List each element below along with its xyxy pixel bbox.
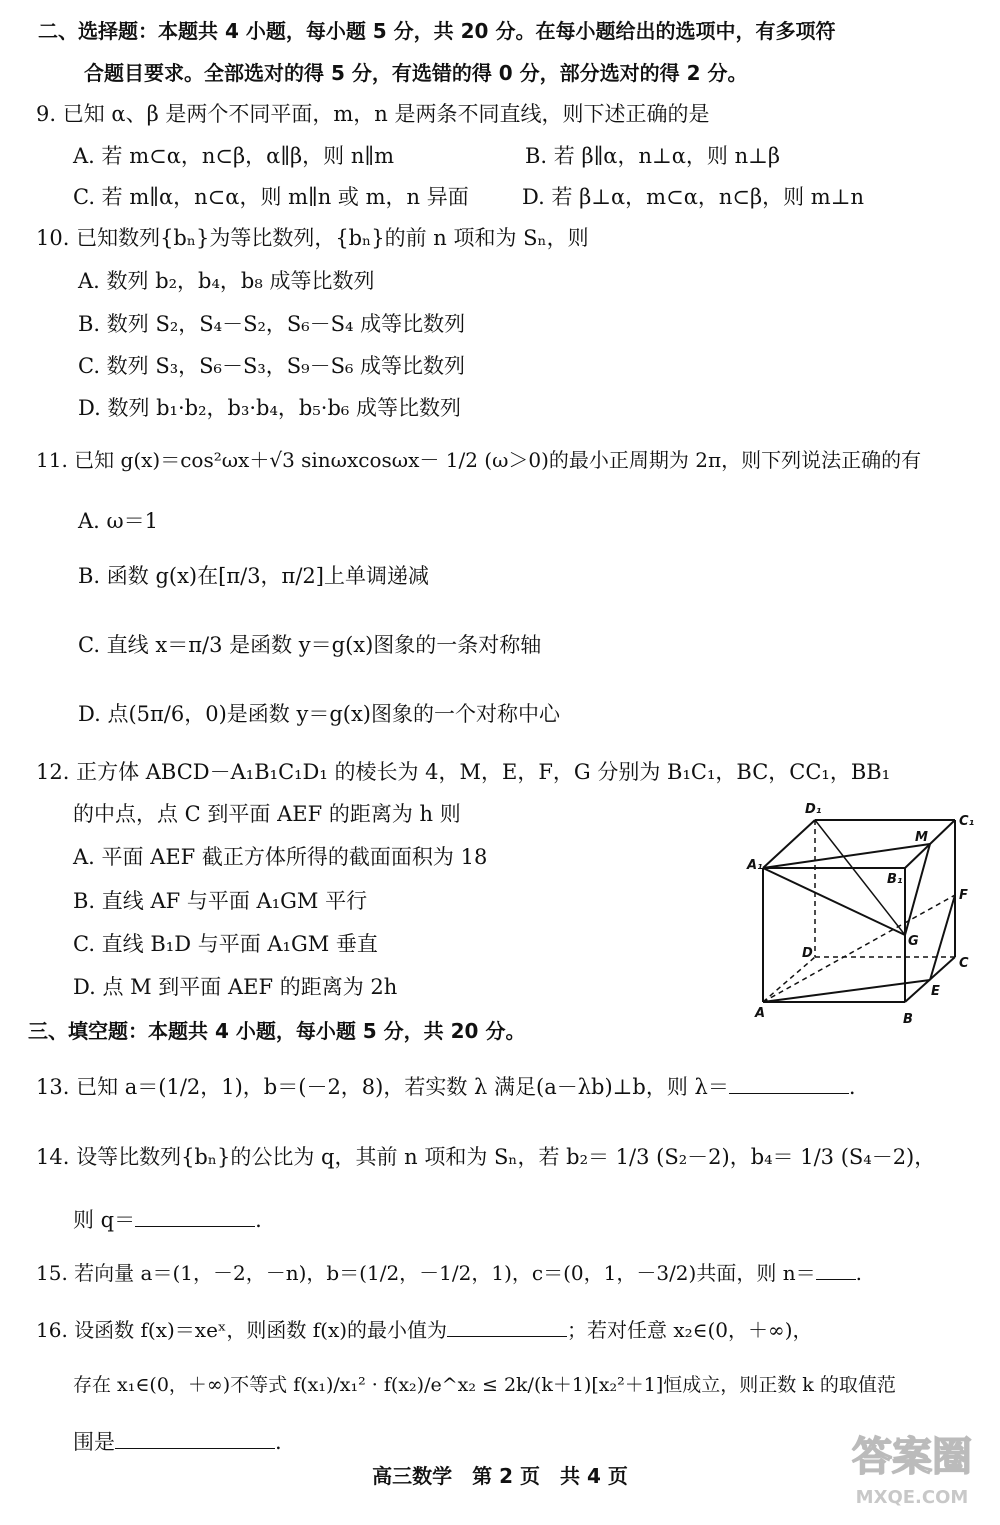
q9-stem: 9. 已知 α、β 是两个不同平面，m，n 是两条不同直线，则下述正确的是 <box>36 102 710 126</box>
q15-text: 15. 若向量 a＝(1，－2，－n)，b＝(1/2，－1/2，1)，c＝(0，1，－3/2)共面，则 n＝ <box>36 1261 816 1285</box>
label-d: D <box>802 946 813 961</box>
q13-end: . <box>848 1075 856 1099</box>
q10-stem: 10. 已知数列{bₙ}为等比数列，{bₙ}的前 n 项和为 Sₙ，则 <box>36 226 589 250</box>
q11-option-c: C. 直线 x＝π/3 是函数 y＝g(x)图象的一条对称轴 <box>78 633 542 657</box>
q16-min-value-blank[interactable] <box>447 1314 567 1337</box>
q15-line <box>36 1257 862 1288</box>
q16-line-1 <box>36 1314 813 1345</box>
q10-option-d: D. 数列 b₁·b₂，b₃·b₄，b₅·b₆ 成等比数列 <box>78 396 461 420</box>
segment-gm <box>905 844 930 935</box>
q11-option-d: D. 点(5π/6，0)是函数 y＝g(x)图象的一个对称中心 <box>78 702 560 726</box>
label-g: G <box>908 934 919 949</box>
q9-option-b: B. 若 β∥α，n⊥α，则 n⊥β <box>525 144 781 168</box>
label-a: A <box>755 1006 766 1021</box>
q15-end: . <box>855 1261 862 1285</box>
q14-q-label: 则 q＝ <box>73 1208 136 1232</box>
q10-option-c: C. 数列 S₃，S₆－S₃，S₉－S₆ 成等比数列 <box>78 354 466 378</box>
q16-text-1b: ；若对任意 x₂∈(0，＋∞)， <box>567 1318 813 1342</box>
label-b1: B₁ <box>887 872 903 887</box>
q16-range-label: 围是 <box>73 1430 115 1454</box>
q15-answer-blank[interactable] <box>816 1257 856 1280</box>
q14-text: 14. 设等比数列{bₙ}的公比为 q，其前 n 项和为 Sₙ，若 b₂＝ 1/3 (S₂－2)，b₄＝ 1/3 (S₄－2)， <box>36 1145 936 1169</box>
q16-line-3 <box>73 1426 282 1457</box>
section-2-line-1: 二、选择题：本题共 4 小题，每小题 5 分，共 20 分。在每小题给出的选项中，有多项符 <box>38 19 836 43</box>
q16-range-blank[interactable] <box>115 1426 275 1449</box>
q11-option-b: B. 函数 g(x)在[π/3，π/2]上单调递减 <box>78 564 429 588</box>
q14-answer-blank[interactable] <box>135 1204 255 1227</box>
label-c: C <box>959 956 969 971</box>
q13-answer-blank[interactable] <box>729 1071 849 1094</box>
q16-end: . <box>275 1430 282 1454</box>
q10-option-a: A. 数列 b₂，b₄，b₈ 成等比数列 <box>78 269 375 293</box>
q9-option-d: D. 若 β⊥α，m⊂α，n⊂β，则 m⊥n <box>522 185 864 209</box>
q13-text: 13. 已知 a＝(1/2，1)，b＝(－2，8)，若实数 λ 满足(a－λb)⊥b，则 λ＝ <box>36 1075 729 1099</box>
watermark-logo <box>842 1415 982 1515</box>
q12-option-b: B. 直线 AF 与平面 A₁GM 平行 <box>73 889 368 913</box>
label-d1: D₁ <box>805 802 822 817</box>
q11-stem: 11. 已知 g(x)＝cos²ωx＋√3 sinωxcosωx－ 1/2 (ω＞0)的最小正周期为 2π，则下列说法正确的有 <box>36 448 922 472</box>
q10-option-b: B. 数列 S₂，S₄－S₂，S₆－S₄ 成等比数列 <box>78 312 466 336</box>
label-m: M <box>915 830 928 845</box>
section-3-title: 三、填空题：本题共 4 小题，每小题 5 分，共 20 分。 <box>28 1019 526 1043</box>
label-a1: A₁ <box>747 858 763 873</box>
q12-stem-2: 的中点，点 C 到平面 AEF 的距离为 h 则 <box>73 802 461 826</box>
q12-option-a: A. 平面 AEF 截正方体所得的截面面积为 18 <box>73 845 488 869</box>
segment-af <box>763 895 955 1002</box>
q14-end: . <box>255 1208 262 1232</box>
q16-text-1a: 16. 设函数 f(x)＝xeˣ，则函数 f(x)的最小值为 <box>36 1318 448 1342</box>
label-c1: C₁ <box>959 814 975 829</box>
page-footer: 高三数学 第 2 页 共 4 页 <box>372 1464 628 1488</box>
label-b: B <box>903 1012 913 1027</box>
segment-a1g <box>763 868 905 935</box>
segment-a1m <box>763 844 930 868</box>
label-e: E <box>931 984 940 999</box>
watermark-big-text: 答案圈 <box>852 1434 972 1480</box>
q9-option-c: C. 若 m∥α，n⊂α，则 m∥n 或 m，n 异面 <box>73 185 469 209</box>
q13-line <box>36 1071 856 1102</box>
q14-line-2 <box>73 1204 262 1235</box>
section-2-line-2: 合题目要求。全部选对的得 5 分，有选错的得 0 分，部分选对的得 2 分。 <box>84 61 748 85</box>
q16-line-2: 存在 x₁∈(0，＋∞)不等式 f(x₁)/x₁² · f(x₂)/e^x₂ ≤ 2k/(k＋1)[x₂²＋1]恒成立，则正数 k 的取值范 <box>73 1374 896 1396</box>
q12-option-d: D. 点 M 到平面 AEF 的距离为 2h <box>73 975 398 999</box>
q12-option-c: C. 直线 B₁D 与平面 A₁GM 垂直 <box>73 932 378 956</box>
label-f: F <box>959 888 968 903</box>
watermark-small-text: MXQE.COM <box>855 1487 969 1508</box>
cube-figure <box>745 795 985 1035</box>
q11-option-a: A. ω＝1 <box>78 509 159 533</box>
q9-option-a: A. 若 m⊂α，n⊂β，α∥β，则 n∥m <box>73 144 394 168</box>
q12-stem-1: 12. 正方体 ABCD－A₁B₁C₁D₁ 的棱长为 4，M，E，F，G 分别为 B₁C₁，BC，CC₁，BB₁ <box>36 760 891 784</box>
